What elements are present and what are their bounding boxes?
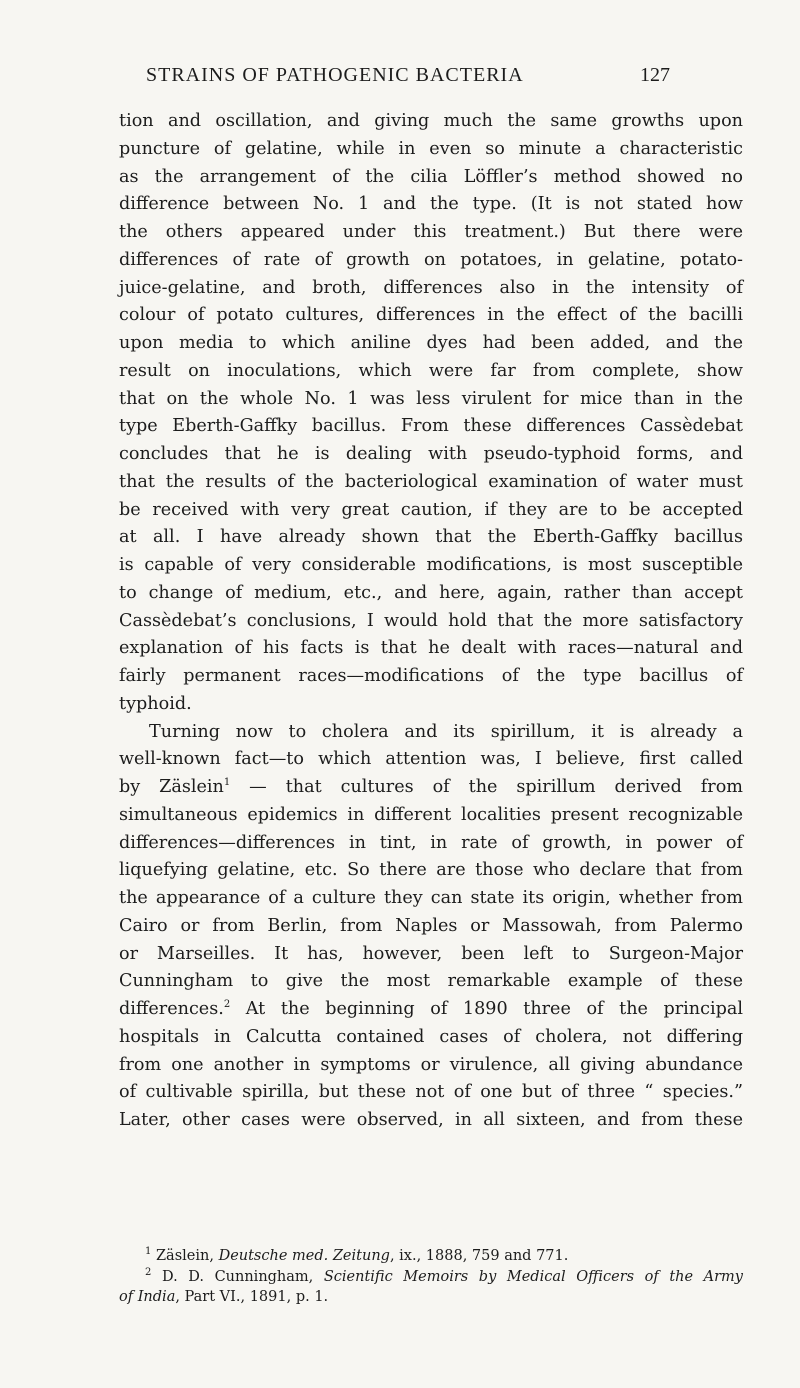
- text-line: the others appeared under this treatment.) But there were: [119, 222, 743, 242]
- text-line: Later, other cases were observed, in all sixteen, and from these: [119, 1110, 743, 1130]
- text-line: difference between No. 1 and the type. (It is not stated how: [119, 194, 743, 215]
- text-segment: by Zäslein: [119, 777, 224, 797]
- text-line: Cairo or from Berlin, from Naples or Massowah, from Palermo: [119, 915, 743, 936]
- text-line: as the arrangement of the cilia Löffler’s method showed no: [119, 166, 743, 187]
- body-text: [119, 108, 743, 1135]
- text-line: Turning now to cholera and its spirillum, it is already a: [149, 721, 743, 742]
- text-segment: — that cultures of the spirillum derived from: [230, 777, 743, 797]
- text-line: Cunningham to give the most remarkable example of these: [119, 971, 743, 992]
- text-line: be received with very great caution, if they are to be accepted: [119, 499, 743, 520]
- footnote-author: D. D. Cunningham,: [161, 1268, 324, 1285]
- footnote-journal: Deutsche med. Zeitung: [218, 1248, 390, 1264]
- text-line: differences of rate of growth on potatoes, in gelatine, potato-: [119, 249, 743, 270]
- text-line: tion and oscillation, and giving much the same growths upon: [119, 111, 743, 131]
- text-segment: differences.: [119, 999, 224, 1019]
- footnote-ref-1[interactable]: 1: [223, 777, 231, 789]
- footnote-ref-2[interactable]: 2: [223, 999, 231, 1011]
- text-line: or Marseilles. It has, however, been left to Surgeon-Major: [119, 943, 743, 964]
- text-line: hospitals in Calcutta contained cases of cholera, not differing: [119, 1026, 743, 1047]
- footnote-rest: , ix., 1888, 759 and 771.: [389, 1248, 569, 1264]
- footnote-1: [119, 1246, 743, 1267]
- footnote-title: Scientific Memoirs by Medical Officers of the Army: [323, 1268, 743, 1285]
- text-line: differences—differences in tint, in rate of growth, in power of: [119, 832, 743, 853]
- footnote-title: of India: [119, 1289, 176, 1305]
- text-line: upon media to which aniline dyes had been added, and the: [119, 333, 743, 353]
- text-line: that on the whole No. 1 was less virulent for mice than in the: [119, 388, 743, 409]
- text-line: result on inoculations, which were far from complete, show: [119, 360, 743, 381]
- text-line: Cassèdebat’s conclusions, I would hold that the more satisfactory: [119, 610, 743, 631]
- footnote-author: Zäslein,: [155, 1248, 219, 1264]
- text-line: liquefying gelatine, etc. So there are those who declare that from: [119, 860, 743, 881]
- text-line: puncture of gelatine, while in even so minute a characteristic: [119, 138, 743, 159]
- text-line: that the results of the bacteriological examination of water must: [119, 471, 743, 492]
- text-line: of cultivable spirilla, but these not of one but of three “ species.”: [119, 1082, 743, 1103]
- text-line: the appearance of a culture they can state its origin, whether from: [119, 888, 743, 908]
- text-line: explanation of his facts is that he dealt with races—natural and: [119, 638, 743, 659]
- footnote-number: 2: [145, 1266, 152, 1278]
- text-line: typhoid.: [119, 693, 192, 714]
- footnotes: [119, 1246, 743, 1308]
- text-line: from one another in symptoms or virulence, all giving abundance: [119, 1054, 743, 1075]
- text-line: concludes that he is dealing with pseudo-typhoid forms, and: [119, 444, 743, 464]
- footnote-2: [119, 1267, 743, 1288]
- text-line: juice-gelatine, and broth, differences also in the intensity of: [119, 277, 743, 298]
- text-line: colour of potato cultures, differences in the effect of the bacilli: [119, 305, 743, 326]
- text-segment: At the beginning of 1890 three of the principal: [230, 999, 743, 1019]
- text-line: well-known fact—to which attention was, I believe, first called: [119, 749, 743, 770]
- text-line: [119, 774, 743, 802]
- page-number: 127: [640, 64, 670, 86]
- text-line: fairly permanent races—modifications of the type bacillus of: [119, 666, 743, 686]
- footnote-number: 1: [145, 1246, 152, 1258]
- text-line: at all. I have already shown that the Eberth-Gaffky bacillus: [119, 527, 743, 548]
- text-line: to change of medium, etc., and here, again, rather than accept: [119, 582, 743, 603]
- footnote-rest: , Part VI., 1891, p. 1.: [175, 1289, 329, 1305]
- text-line: type Eberth-Gaffky bacillus. From these differences Cassèdebat: [119, 416, 743, 437]
- text-line: is capable of very considerable modifications, is most susceptible: [119, 555, 743, 575]
- text-line: [119, 996, 743, 1024]
- running-head-title: STRAINS OF PATHOGENIC BACTERIA: [146, 64, 524, 86]
- footnote-2-continued: [119, 1287, 743, 1308]
- running-head: [0, 64, 800, 104]
- text-line: simultaneous epidemics in different localities present recognizable: [119, 804, 743, 825]
